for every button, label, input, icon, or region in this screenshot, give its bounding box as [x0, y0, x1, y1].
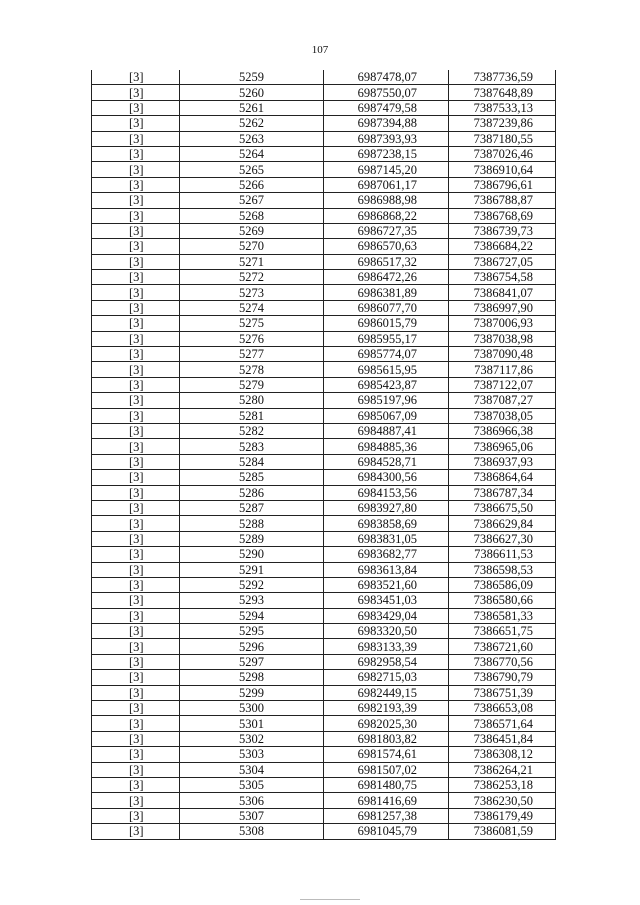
reference-cell: [3]	[92, 193, 180, 208]
footer-divider	[300, 899, 360, 900]
point-number-cell: 5259	[180, 70, 324, 85]
reference-cell: [3]	[92, 70, 180, 85]
table-row	[92, 454, 556, 469]
x-coordinate-cell: 6986381,89	[324, 285, 449, 300]
y-coordinate-cell: 7386965,06	[449, 439, 556, 454]
x-coordinate-cell: 6983858,69	[324, 516, 449, 531]
point-number-cell: 5289	[180, 531, 324, 546]
y-coordinate-cell: 7387038,05	[449, 408, 556, 423]
point-number-cell: 5274	[180, 300, 324, 315]
reference-cell: [3]	[92, 316, 180, 331]
y-coordinate-cell: 7386264,21	[449, 762, 556, 777]
table-row	[92, 793, 556, 808]
y-coordinate-cell: 7386751,39	[449, 685, 556, 700]
x-coordinate-cell: 6987393,93	[324, 131, 449, 146]
table-row	[92, 808, 556, 823]
y-coordinate-cell: 7386629,84	[449, 516, 556, 531]
y-coordinate-cell: 7386754,58	[449, 270, 556, 285]
point-number-cell: 5275	[180, 316, 324, 331]
table-row	[92, 701, 556, 716]
y-coordinate-cell: 7386910,64	[449, 162, 556, 177]
reference-cell: [3]	[92, 362, 180, 377]
point-number-cell: 5277	[180, 347, 324, 362]
point-number-cell: 5305	[180, 777, 324, 792]
table-row	[92, 193, 556, 208]
y-coordinate-cell: 7386790,79	[449, 670, 556, 685]
table-row	[92, 762, 556, 777]
point-number-cell: 5303	[180, 747, 324, 762]
x-coordinate-cell: 6982958,54	[324, 654, 449, 669]
reference-cell: [3]	[92, 685, 180, 700]
point-number-cell: 5283	[180, 439, 324, 454]
reference-cell: [3]	[92, 85, 180, 100]
x-coordinate-cell: 6981507,02	[324, 762, 449, 777]
x-coordinate-cell: 6982449,15	[324, 685, 449, 700]
point-number-cell: 5270	[180, 239, 324, 254]
x-coordinate-cell: 6987479,58	[324, 100, 449, 115]
x-coordinate-cell: 6984153,56	[324, 485, 449, 500]
y-coordinate-cell: 7387087,27	[449, 393, 556, 408]
y-coordinate-cell: 7386653,08	[449, 701, 556, 716]
point-number-cell: 5264	[180, 146, 324, 161]
reference-cell: [3]	[92, 423, 180, 438]
y-coordinate-cell: 7387117,86	[449, 362, 556, 377]
point-number-cell: 5271	[180, 254, 324, 269]
table-row	[92, 639, 556, 654]
y-coordinate-cell: 7386937,93	[449, 454, 556, 469]
x-coordinate-cell: 6981574,61	[324, 747, 449, 762]
point-number-cell: 5291	[180, 562, 324, 577]
reference-cell: [3]	[92, 747, 180, 762]
point-number-cell: 5287	[180, 500, 324, 515]
table-row	[92, 131, 556, 146]
reference-cell: [3]	[92, 377, 180, 392]
reference-cell: [3]	[92, 624, 180, 639]
y-coordinate-cell: 7386586,09	[449, 577, 556, 592]
table-row	[92, 362, 556, 377]
coordinates-table-body	[92, 70, 556, 839]
point-number-cell: 5294	[180, 608, 324, 623]
point-number-cell: 5296	[180, 639, 324, 654]
table-row	[92, 162, 556, 177]
reference-cell: [3]	[92, 485, 180, 500]
x-coordinate-cell: 6985774,07	[324, 347, 449, 362]
x-coordinate-cell: 6987238,15	[324, 146, 449, 161]
reference-cell: [3]	[92, 347, 180, 362]
reference-cell: [3]	[92, 208, 180, 223]
y-coordinate-cell: 7386581,33	[449, 608, 556, 623]
point-number-cell: 5269	[180, 223, 324, 238]
table-row	[92, 470, 556, 485]
reference-cell: [3]	[92, 470, 180, 485]
y-coordinate-cell: 7387736,59	[449, 70, 556, 85]
x-coordinate-cell: 6983320,50	[324, 624, 449, 639]
x-coordinate-cell: 6985197,96	[324, 393, 449, 408]
x-coordinate-cell: 6983613,84	[324, 562, 449, 577]
point-number-cell: 5260	[180, 85, 324, 100]
x-coordinate-cell: 6983451,03	[324, 593, 449, 608]
point-number-cell: 5285	[180, 470, 324, 485]
y-coordinate-cell: 7387006,93	[449, 316, 556, 331]
point-number-cell: 5298	[180, 670, 324, 685]
x-coordinate-cell: 6986077,70	[324, 300, 449, 315]
y-coordinate-cell: 7386721,60	[449, 639, 556, 654]
x-coordinate-cell: 6985955,17	[324, 331, 449, 346]
x-coordinate-cell: 6986868,22	[324, 208, 449, 223]
table-row	[92, 177, 556, 192]
y-coordinate-cell: 7386451,84	[449, 731, 556, 746]
table-row	[92, 562, 556, 577]
x-coordinate-cell: 6985423,87	[324, 377, 449, 392]
table-row	[92, 716, 556, 731]
reference-cell: [3]	[92, 500, 180, 515]
reference-cell: [3]	[92, 577, 180, 592]
table-row	[92, 824, 556, 839]
reference-cell: [3]	[92, 716, 180, 731]
table-row	[92, 146, 556, 161]
x-coordinate-cell: 6983133,39	[324, 639, 449, 654]
y-coordinate-cell: 7386727,05	[449, 254, 556, 269]
table-row	[92, 100, 556, 115]
y-coordinate-cell: 7386684,22	[449, 239, 556, 254]
x-coordinate-cell: 6985615,95	[324, 362, 449, 377]
table-row	[92, 654, 556, 669]
reference-cell: [3]	[92, 531, 180, 546]
x-coordinate-cell: 6986015,79	[324, 316, 449, 331]
point-number-cell: 5288	[180, 516, 324, 531]
y-coordinate-cell: 7386997,90	[449, 300, 556, 315]
y-coordinate-cell: 7386230,50	[449, 793, 556, 808]
x-coordinate-cell: 6983521,60	[324, 577, 449, 592]
x-coordinate-cell: 6982025,30	[324, 716, 449, 731]
point-number-cell: 5306	[180, 793, 324, 808]
point-number-cell: 5281	[180, 408, 324, 423]
point-number-cell: 5262	[180, 116, 324, 131]
table-row	[92, 116, 556, 131]
x-coordinate-cell: 6987394,88	[324, 116, 449, 131]
reference-cell: [3]	[92, 654, 180, 669]
table-row	[92, 593, 556, 608]
table-row	[92, 547, 556, 562]
reference-cell: [3]	[92, 547, 180, 562]
point-number-cell: 5284	[180, 454, 324, 469]
reference-cell: [3]	[92, 793, 180, 808]
y-coordinate-cell: 7386627,30	[449, 531, 556, 546]
table-row	[92, 300, 556, 315]
table-row	[92, 408, 556, 423]
y-coordinate-cell: 7387239,86	[449, 116, 556, 131]
reference-cell: [3]	[92, 808, 180, 823]
point-number-cell: 5276	[180, 331, 324, 346]
y-coordinate-cell: 7386788,87	[449, 193, 556, 208]
point-number-cell: 5282	[180, 423, 324, 438]
y-coordinate-cell: 7386580,66	[449, 593, 556, 608]
reference-cell: [3]	[92, 454, 180, 469]
y-coordinate-cell: 7387122,07	[449, 377, 556, 392]
y-coordinate-cell: 7386308,12	[449, 747, 556, 762]
y-coordinate-cell: 7387090,48	[449, 347, 556, 362]
table-row	[92, 423, 556, 438]
reference-cell: [3]	[92, 408, 180, 423]
table-row	[92, 316, 556, 331]
x-coordinate-cell: 6982715,03	[324, 670, 449, 685]
x-coordinate-cell: 6981257,38	[324, 808, 449, 823]
reference-cell: [3]	[92, 393, 180, 408]
x-coordinate-cell: 6981803,82	[324, 731, 449, 746]
reference-cell: [3]	[92, 254, 180, 269]
reference-cell: [3]	[92, 100, 180, 115]
y-coordinate-cell: 7386966,38	[449, 423, 556, 438]
table-row	[92, 731, 556, 746]
table-row	[92, 485, 556, 500]
x-coordinate-cell: 6986988,98	[324, 193, 449, 208]
page-number: 107	[311, 44, 329, 56]
table-row	[92, 439, 556, 454]
reference-cell: [3]	[92, 300, 180, 315]
table-row	[92, 608, 556, 623]
point-number-cell: 5265	[180, 162, 324, 177]
reference-cell: [3]	[92, 285, 180, 300]
point-number-cell: 5267	[180, 193, 324, 208]
point-number-cell: 5272	[180, 270, 324, 285]
reference-cell: [3]	[92, 593, 180, 608]
y-coordinate-cell: 7386651,75	[449, 624, 556, 639]
table-row	[92, 531, 556, 546]
point-number-cell: 5273	[180, 285, 324, 300]
reference-cell: [3]	[92, 516, 180, 531]
x-coordinate-cell: 6987145,20	[324, 162, 449, 177]
point-number-cell: 5278	[180, 362, 324, 377]
x-coordinate-cell: 6986727,35	[324, 223, 449, 238]
table-row	[92, 254, 556, 269]
y-coordinate-cell: 7386571,64	[449, 716, 556, 731]
point-number-cell: 5299	[180, 685, 324, 700]
x-coordinate-cell: 6986517,32	[324, 254, 449, 269]
point-number-cell: 5290	[180, 547, 324, 562]
table-row	[92, 285, 556, 300]
table-row	[92, 223, 556, 238]
table-row	[92, 500, 556, 515]
y-coordinate-cell: 7387180,55	[449, 131, 556, 146]
table-row	[92, 70, 556, 85]
y-coordinate-cell: 7386841,07	[449, 285, 556, 300]
y-coordinate-cell: 7386864,64	[449, 470, 556, 485]
point-number-cell: 5300	[180, 701, 324, 716]
x-coordinate-cell: 6981045,79	[324, 824, 449, 839]
reference-cell: [3]	[92, 608, 180, 623]
y-coordinate-cell: 7386598,53	[449, 562, 556, 577]
point-number-cell: 5280	[180, 393, 324, 408]
reference-cell: [3]	[92, 670, 180, 685]
table-row	[92, 239, 556, 254]
reference-cell: [3]	[92, 146, 180, 161]
table-row	[92, 377, 556, 392]
table-row	[92, 777, 556, 792]
reference-cell: [3]	[92, 131, 180, 146]
y-coordinate-cell: 7386611,53	[449, 547, 556, 562]
reference-cell: [3]	[92, 439, 180, 454]
x-coordinate-cell: 6984885,36	[324, 439, 449, 454]
table-row	[92, 85, 556, 100]
table-row	[92, 577, 556, 592]
point-number-cell: 5301	[180, 716, 324, 731]
y-coordinate-cell: 7386739,73	[449, 223, 556, 238]
point-number-cell: 5286	[180, 485, 324, 500]
y-coordinate-cell: 7386787,34	[449, 485, 556, 500]
x-coordinate-cell: 6986570,63	[324, 239, 449, 254]
point-number-cell: 5261	[180, 100, 324, 115]
table-row	[92, 347, 556, 362]
reference-cell: [3]	[92, 162, 180, 177]
table-row	[92, 270, 556, 285]
x-coordinate-cell: 6987061,17	[324, 177, 449, 192]
table-row	[92, 393, 556, 408]
table-row	[92, 624, 556, 639]
point-number-cell: 5279	[180, 377, 324, 392]
reference-cell: [3]	[92, 562, 180, 577]
y-coordinate-cell: 7386253,18	[449, 777, 556, 792]
y-coordinate-cell: 7387648,89	[449, 85, 556, 100]
coordinates-table	[91, 70, 556, 840]
reference-cell: [3]	[92, 177, 180, 192]
x-coordinate-cell: 6985067,09	[324, 408, 449, 423]
table-row	[92, 685, 556, 700]
y-coordinate-cell: 7387533,13	[449, 100, 556, 115]
x-coordinate-cell: 6982193,39	[324, 701, 449, 716]
reference-cell: [3]	[92, 777, 180, 792]
x-coordinate-cell: 6984528,71	[324, 454, 449, 469]
x-coordinate-cell: 6983927,80	[324, 500, 449, 515]
reference-cell: [3]	[92, 116, 180, 131]
x-coordinate-cell: 6987478,07	[324, 70, 449, 85]
y-coordinate-cell: 7386081,59	[449, 824, 556, 839]
point-number-cell: 5302	[180, 731, 324, 746]
x-coordinate-cell: 6987550,07	[324, 85, 449, 100]
table-row	[92, 208, 556, 223]
point-number-cell: 5295	[180, 624, 324, 639]
reference-cell: [3]	[92, 639, 180, 654]
point-number-cell: 5307	[180, 808, 324, 823]
y-coordinate-cell: 7386770,56	[449, 654, 556, 669]
reference-cell: [3]	[92, 701, 180, 716]
reference-cell: [3]	[92, 223, 180, 238]
y-coordinate-cell: 7387038,98	[449, 331, 556, 346]
table-row	[92, 331, 556, 346]
x-coordinate-cell: 6984300,56	[324, 470, 449, 485]
x-coordinate-cell: 6986472,26	[324, 270, 449, 285]
y-coordinate-cell: 7386675,50	[449, 500, 556, 515]
reference-cell: [3]	[92, 239, 180, 254]
reference-cell: [3]	[92, 762, 180, 777]
table-row	[92, 747, 556, 762]
point-number-cell: 5308	[180, 824, 324, 839]
x-coordinate-cell: 6984887,41	[324, 423, 449, 438]
point-number-cell: 5293	[180, 593, 324, 608]
point-number-cell: 5297	[180, 654, 324, 669]
x-coordinate-cell: 6983682,77	[324, 547, 449, 562]
x-coordinate-cell: 6981480,75	[324, 777, 449, 792]
table-row	[92, 670, 556, 685]
reference-cell: [3]	[92, 331, 180, 346]
point-number-cell: 5266	[180, 177, 324, 192]
point-number-cell: 5263	[180, 131, 324, 146]
reference-cell: [3]	[92, 824, 180, 839]
y-coordinate-cell: 7387026,46	[449, 146, 556, 161]
point-number-cell: 5268	[180, 208, 324, 223]
reference-cell: [3]	[92, 270, 180, 285]
x-coordinate-cell: 6983429,04	[324, 608, 449, 623]
point-number-cell: 5304	[180, 762, 324, 777]
table-row	[92, 516, 556, 531]
x-coordinate-cell: 6981416,69	[324, 793, 449, 808]
y-coordinate-cell: 7386796,61	[449, 177, 556, 192]
y-coordinate-cell: 7386179,49	[449, 808, 556, 823]
x-coordinate-cell: 6983831,05	[324, 531, 449, 546]
point-number-cell: 5292	[180, 577, 324, 592]
y-coordinate-cell: 7386768,69	[449, 208, 556, 223]
reference-cell: [3]	[92, 731, 180, 746]
